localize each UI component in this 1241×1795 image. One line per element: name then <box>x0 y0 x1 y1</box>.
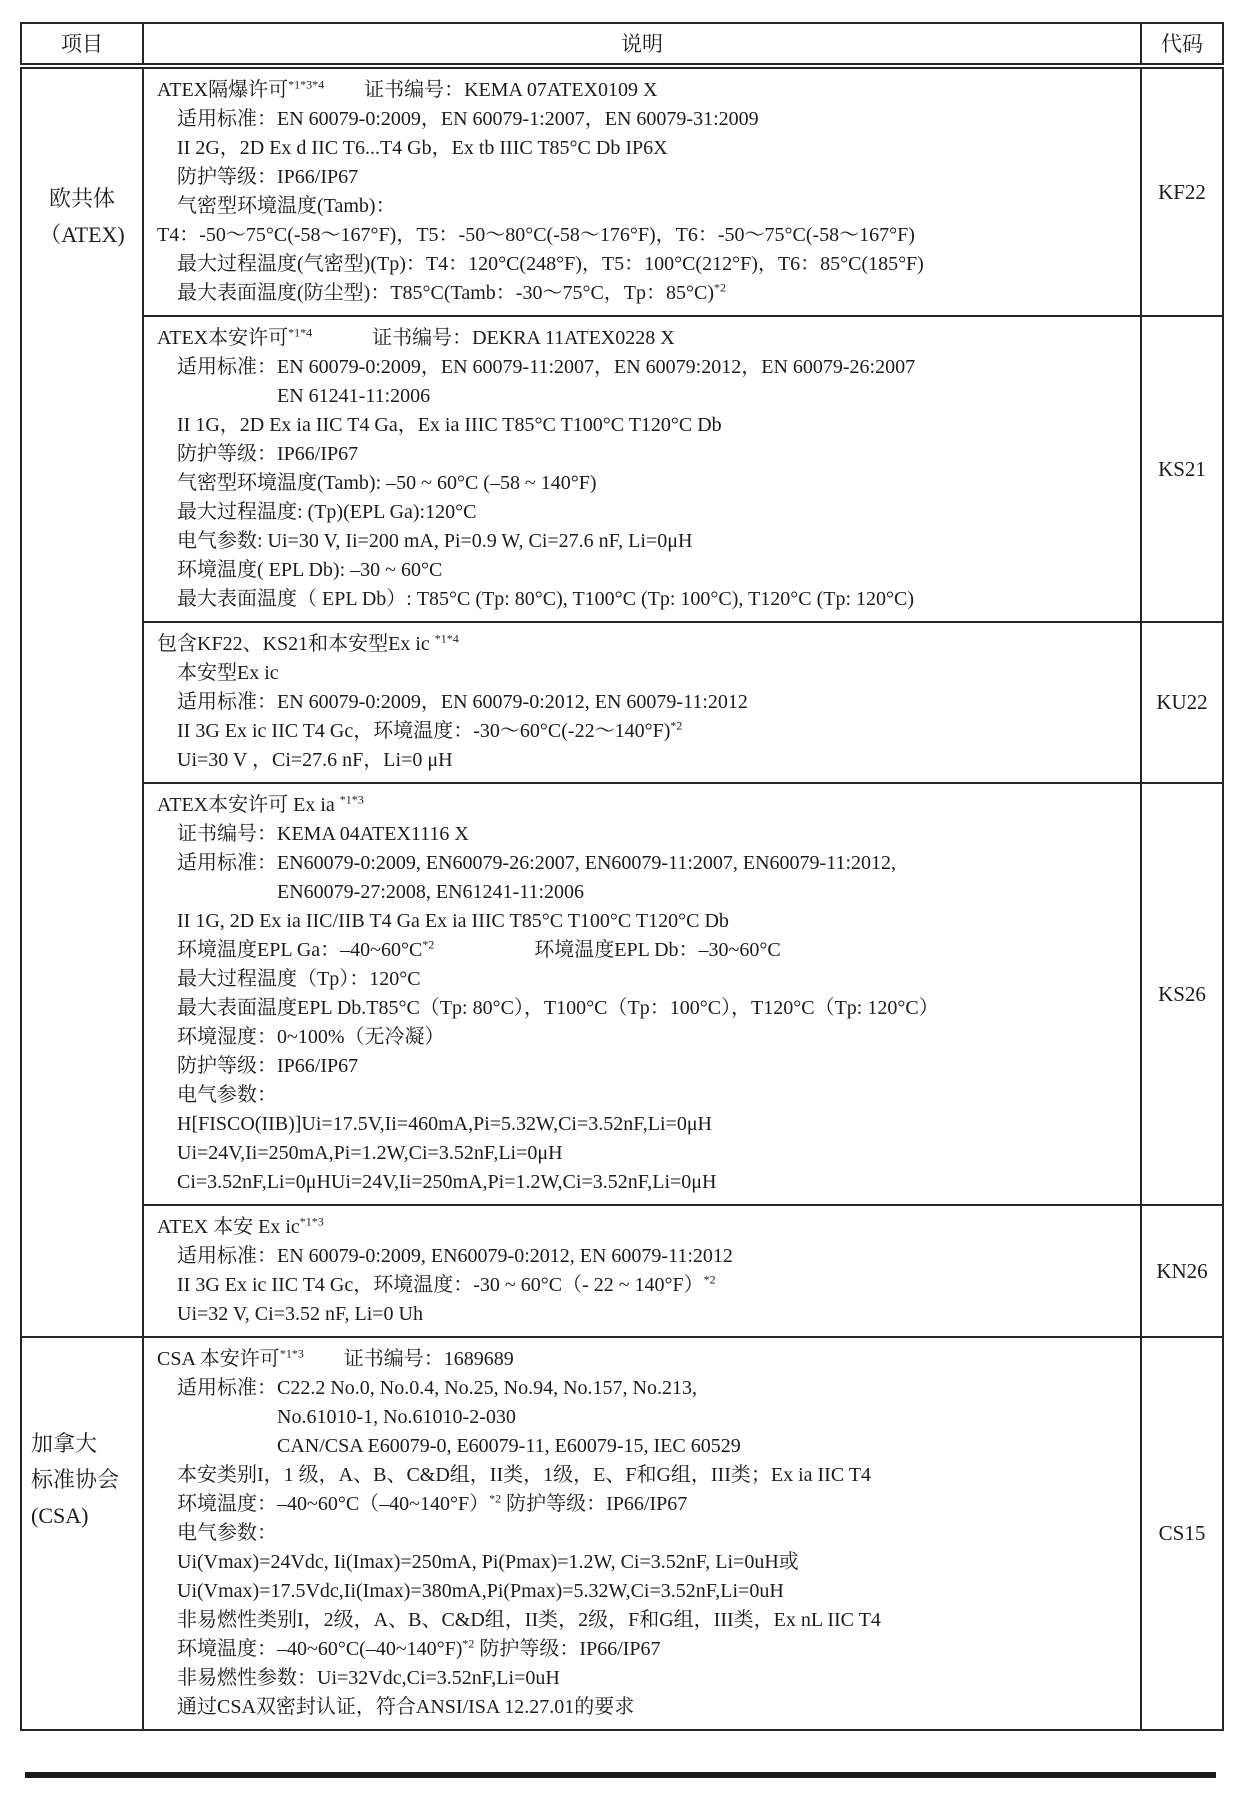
description-line: 包含KF22、KS21和本安型Ex ic $^{*1*4}$ <box>157 631 459 655</box>
description-line: Ci=3.52nF,Li=0μHUi=24V,Ii=250mA,Pi=1.2W,Ci=3.52nF,Li=0μH <box>157 1171 717 1193</box>
cert-row-KS21 <box>21 316 1223 622</box>
description-cell <box>143 622 1141 783</box>
description-line: 环境湿度：0~100%（无冷凝） <box>157 1026 445 1048</box>
description-line: 适用标准：EN 60079-0:2009，EN 60079-11:2007，EN 60079:2012，EN 60079-26:2007 <box>157 356 916 378</box>
description-line: 最大表面温度（ EPL Db）: T85°C (Tp: 80°C), T100°C (Tp: 100°C), T120°C (Tp: 120°C) <box>157 588 915 610</box>
header-description: 说明 <box>143 23 1141 66</box>
description-line: No.61010-1, No.61010-2-030 <box>157 1406 516 1428</box>
footer-rule <box>25 1772 1216 1778</box>
description-line: II 3G Ex ic IIC T4 Gc，环境温度：-30～60°C(-22～140°F)$^{*2}$ <box>157 718 683 742</box>
description-line: Ui=30 V ，Ci=27.6 nF，Li=0 μH <box>157 749 453 771</box>
description-line: 防护等级：IP66/IP67 <box>157 443 359 465</box>
description-line: 适用标准：C22.2 No.0, No.0.4, No.25, No.94, No.157, No.213, <box>157 1377 697 1399</box>
header-item: 项目 <box>21 23 143 66</box>
description-line: EN60079-27:2008, EN61241-11:2006 <box>157 881 585 903</box>
description-line: 通过CSA双密封认证，符合ANSI/ISA 12.27.01的要求 <box>157 1696 635 1718</box>
description-line: 最大过程温度: (Tp)(EPL Ga):120°C <box>157 501 477 523</box>
description-cell <box>143 783 1141 1205</box>
code-cell: KS21 <box>1141 316 1223 622</box>
description-cell <box>143 66 1141 316</box>
description-line: 气密型环境温度(Tamb): –50 ~ 60°C (–58 ~ 140°F) <box>157 472 597 494</box>
description-line: 最大表面温度(防尘型)：T85°C(Tamb：-30～75°C，Tp：85°C)$^{*2}$ <box>157 280 727 304</box>
description-line: 本安型Ex ic <box>157 662 279 684</box>
description-line: 非易燃性参数：Ui=32Vdc,Ci=3.52nF,Li=0uH <box>157 1667 560 1689</box>
cert-row-KU22 <box>21 622 1223 783</box>
description-line: CAN/CSA E60079-0, E60079-11, E60079-15, IEC 60529 <box>157 1435 741 1457</box>
description-line: 适用标准：EN 60079-0:2009，EN 60079-0:2012, EN 60079-11:2012 <box>157 691 748 713</box>
description-line: ATEX隔爆许可$^{*1*3*4}$ 证书编号：KEMA 07ATEX0109 X <box>157 77 658 101</box>
description-line: Ui(Vmax)=24Vdc, Ii(Imax)=250mA, Pi(Pmax)=1.2W, Ci=3.52nF, Li=0uH或 <box>157 1551 799 1573</box>
item-cell <box>21 1337 143 1730</box>
item-label-line: 欧共体 <box>48 186 115 211</box>
description-line: ATEX 本安 Ex $ic^{*1*3}$ <box>157 1214 324 1238</box>
description-line: 环境温度：–40~60°C（–40~140°F）$^{*2}$ 防护等级：IP66/IP67 <box>157 1491 688 1515</box>
description-line: 防护等级：IP66/IP67 <box>157 1055 359 1077</box>
cert-row-KF22 <box>21 66 1223 316</box>
description-line: 电气参数： <box>157 1084 277 1106</box>
code-cell: CS15 <box>1141 1337 1223 1730</box>
description-line: 最大过程温度（Tp）：120°C <box>157 968 421 990</box>
description-line: 适用标准：EN 60079-0:2009，EN 60079-1:2007，EN 60079-31:2009 <box>157 108 759 130</box>
description-line: 电气参数: Ui=30 V, Ii=200 mA, Pi=0.9 W, Ci=27.6 nF, Li=0μH <box>157 530 693 552</box>
description-line: 防护等级：IP66/IP67 <box>157 166 359 188</box>
description-cell <box>143 316 1141 622</box>
description-cell <box>143 1337 1141 1730</box>
description-line: Ui=32 V, Ci=3.52 nF, Li=0 Uh <box>157 1303 423 1325</box>
table-header-row <box>21 23 1223 66</box>
description-line: 最大表面温度EPL Db.T85°C（Tp: 80°C），T100°C（Tp：100°C），T120°C（Tp: 120°C） <box>157 997 939 1019</box>
cert-row-KS26 <box>21 783 1223 1205</box>
item-label-line: （ATEX) <box>39 222 125 247</box>
code-cell: KS26 <box>1141 783 1223 1205</box>
code-cell: KN26 <box>1141 1205 1223 1337</box>
description-line: 环境温度EPL Ga：$-40\sim 60^\circ C^{*2}$ 环境温度EPL Db：–30~60°C <box>157 937 781 961</box>
header-code: 代码 <box>1141 23 1223 66</box>
description-line: 最大过程温度(气密型)(Tp)：T4：120°C(248°F)，T5：100°C(212°F)，T6：85°C(185°F) <box>157 253 924 275</box>
description-line: II 2G，2D Ex d IIC T6...T4 Gb，Ex tb IIIC T85°C Db IP6X <box>157 137 668 159</box>
description-line: 电气参数： <box>157 1522 277 1544</box>
description-line: 适用标准：EN60079-0:2009, EN60079-26:2007, EN60079-11:2007, EN60079-11:2012, <box>157 852 897 874</box>
description-line: T4：-50～75°C(-58～167°F)，T5：-50～80°C(-58～176°F)，T6：-50～75°C(-58～167°F) <box>157 224 915 246</box>
description-line: Ui=24V,Ii=250mA,Pi=1.2W,Ci=3.52nF,Li=0μH <box>157 1142 563 1164</box>
description-line: 适用标准：EN 60079-0:2009, EN60079-0:2012, EN 60079-11:2012 <box>157 1245 733 1267</box>
code-cell: KU22 <box>1141 622 1223 783</box>
description-line: II 3G Ex ic IIC T4 Gc，环境温度：-30 ~ 60°C（- 22 ~ 140°F）$^{*2}$ <box>157 1272 716 1296</box>
description-line: 气密型环境温度(Tamb)： <box>157 195 396 217</box>
description-line: 环境温度：–40~60°C(–40~140°F)$^{*2}$ 防护等级：IP66/IP67 <box>157 1636 661 1660</box>
description-cell <box>143 1205 1141 1337</box>
description-line: 证书编号：KEMA 04ATEX1116 X <box>157 823 469 845</box>
cert-row-CS15 <box>21 1337 1223 1730</box>
cert-row-KN26 <box>21 1205 1223 1337</box>
code-cell: KF22 <box>1141 66 1223 316</box>
item-label-line: (CSA) <box>31 1503 89 1528</box>
description-line: 本安类别I，1 级，A、B、C&D组，II类，1级，E、F和G组，III类；Ex ia IIC T4 <box>157 1464 872 1486</box>
description-line: 环境温度( EPL Db): –30 ~ 60°C <box>157 559 443 581</box>
description-line: CSA 本安许可$^{*1*3}$ 证书编号：1689689 <box>157 1346 514 1370</box>
item-label-line: 加拿大 <box>31 1431 98 1456</box>
description-line: ATEX本安许可 Ex ia $^{*1*3}$ <box>157 792 364 816</box>
certification-table <box>20 22 1224 1731</box>
description-line: H[FISCO(IIB)]Ui=17.5V,Ii=460mA,Pi=5.32W,Ci=3.52nF,Li=0μH <box>157 1113 712 1135</box>
item-cell <box>21 66 143 1337</box>
item-label-line: 标准协会 <box>31 1467 120 1492</box>
description-line: II 1G, 2D Ex ia IIC/IIB T4 Ga Ex ia IIIC T85°C T100°C T120°C Db <box>157 910 729 932</box>
description-line: Ui(Vmax)=17.5Vdc,Ii(Imax)=380mA,Pi(Pmax)=5.32W,Ci=3.52nF,Li=0uH <box>157 1580 784 1602</box>
description-line: EN 61241-11:2006 <box>157 385 431 407</box>
cert-table-body <box>21 66 1223 1730</box>
description-line: ATEX本安许可$^{*1*4}$ 证书编号：DEKRA 11ATEX0228 X <box>157 325 675 349</box>
description-line: 非易燃性类别I，2级，A、B、C&D组，II类，2级，F和G组，III类，Ex nL IIC T4 <box>157 1609 881 1631</box>
description-line: II 1G，2D Ex ia IIC T4 Ga，Ex ia IIIC T85°C T100°C T120°C Db <box>157 414 722 436</box>
